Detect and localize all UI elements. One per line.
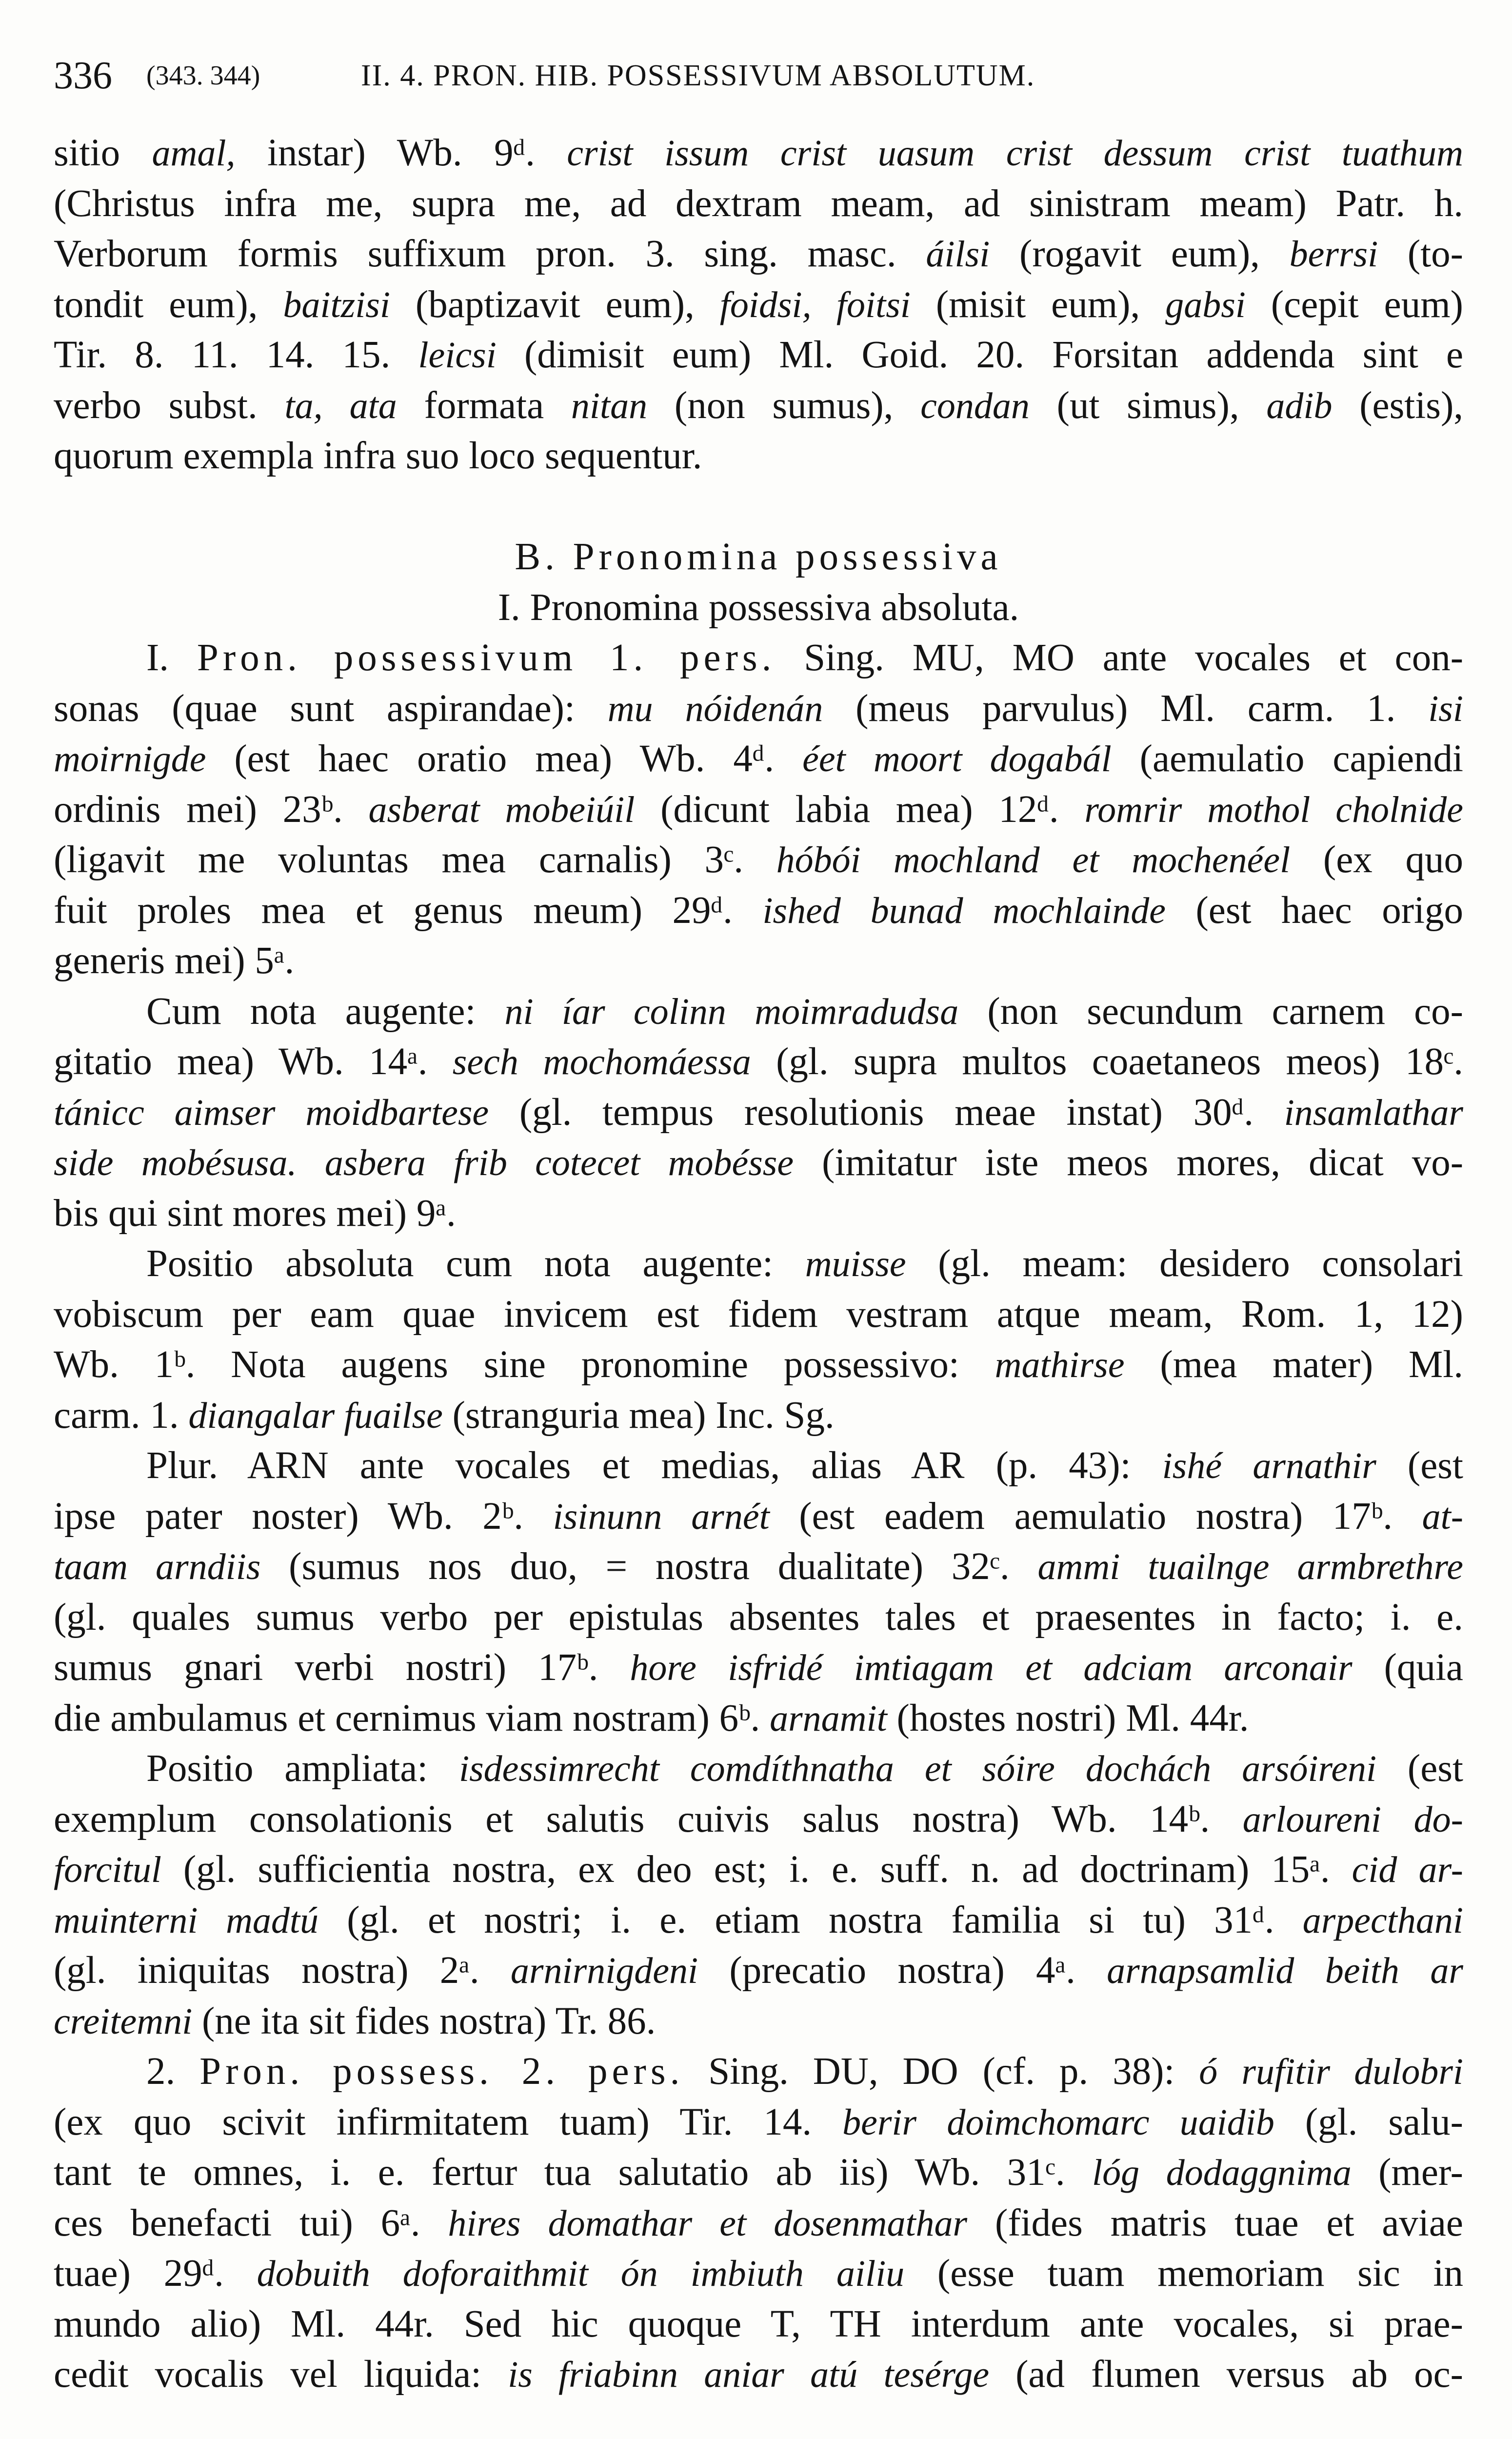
italic-citation: arnapsamlid beith ar (1107, 1950, 1463, 1991)
text-line (54, 2248, 1463, 2299)
text-segment: (cepit eum) (1245, 283, 1463, 326)
text-line (54, 1037, 1463, 1087)
text-segment: (imitatur iste meos mores, dicat vo- (794, 1141, 1464, 1184)
text-line (54, 179, 1463, 229)
italic-citation: creitemni (54, 2000, 193, 2042)
body-text (54, 128, 1463, 2400)
text-line (54, 1239, 1463, 1289)
text-line (54, 1188, 1463, 1239)
text-segment: (Christus infra me, supra me, ad dextram meam, ad sinistram meam) Patr. h. (54, 182, 1463, 225)
text-line (54, 835, 1463, 885)
italic-citation: áilsi (926, 234, 990, 275)
text-segment: Plur. ARN ante vocales et medias, alias AR (p. 43): (146, 1444, 1162, 1487)
italic-citation: baitzisi (283, 284, 390, 325)
italic-citation: ammi tuailnge armbrethre (1037, 1546, 1463, 1587)
text-segment: (stranguria mea) Inc. Sg. (442, 1394, 835, 1437)
text-segment: B. Pronomina possessiva (515, 536, 1002, 578)
italic-citation: sech mochomáessa (452, 1041, 751, 1082)
text-segment: ipse pater noster) Wb. 2ᵇ. (54, 1495, 553, 1538)
text-segment: Positio ampliata: (146, 1747, 459, 1790)
text-segment: (gl. sufficientia nostra, ex deo est; i. e. suff. n. ad doctrinam) 15ᵃ. (161, 1848, 1352, 1891)
text-line (54, 1289, 1463, 1340)
text-line (54, 1844, 1463, 1895)
italic-citation: hóbói mochland et mochenéel (776, 840, 1291, 880)
italic-citation: lóg dodaggnima (1092, 2152, 1352, 2193)
text-line (54, 1491, 1463, 1542)
text-segment: I. Pronomina possessiva absoluta. (497, 586, 1019, 629)
text-segment: (rogavit eum), (990, 233, 1290, 275)
italic-citation: nitan (571, 385, 648, 426)
text-segment: Sing. MU, MO ante vocales et con- (776, 637, 1464, 679)
text-segment: carm. 1. (54, 1394, 189, 1437)
text-line (54, 1592, 1463, 1643)
text-segment: Pron. possessivum 1. pers. (197, 637, 776, 679)
text-line (54, 1996, 1463, 2047)
text-line (54, 229, 1463, 280)
text-line (54, 2299, 1463, 2350)
text-line (54, 2198, 1463, 2249)
text-segment: Cum nota augente: (146, 990, 505, 1033)
text-segment: (aemulatio capiendi (1111, 738, 1463, 780)
italic-citation: éet moort dogabál (802, 739, 1112, 780)
text-line (54, 1339, 1463, 1390)
italic-citation: arnirnigdeni (510, 1950, 698, 1991)
text-segment: (ligavit me voluntas mea carnalis) 3ᶜ. (54, 839, 776, 881)
text-segment: I. (146, 637, 197, 679)
text-segment: ces benefacti tui) 6ᵃ. (54, 2201, 448, 2244)
text-segment: (misit eum), (910, 283, 1166, 326)
italic-citation: romrir mothol cholnide (1084, 789, 1463, 830)
text-segment: formata (397, 384, 571, 427)
italic-citation: ó rufitir dulobri (1199, 2051, 1464, 2092)
italic-citation: isdessimrecht comdíthnatha et sóire dochách arsóireni (458, 1748, 1377, 1789)
section-numbers: (343. 344) (146, 60, 260, 91)
text-line (54, 1743, 1463, 1794)
text-segment: (gl. quales sumus verbo per epistulas absentes tales et praesentes in facto; i. e. (54, 1596, 1463, 1639)
italic-citation: arpecthani (1302, 1899, 1464, 1941)
italic-citation: muinterni madtú (54, 1899, 319, 1941)
text-line (54, 532, 1463, 582)
italic-citation: hires domathar et dosenmathar (448, 2202, 968, 2244)
italic-citation: is friabinn aniar atú tesérge (508, 2354, 990, 2395)
text-segment: (mer- (1351, 2151, 1463, 2194)
text-line (54, 734, 1463, 784)
text-segment: Sing. DU, DO (cf. p. 38): (684, 2050, 1199, 2093)
italic-citation: condan (920, 385, 1030, 426)
text-segment: (non sumus), (647, 384, 921, 427)
text-segment: cedit vocalis vel liquida: (54, 2353, 508, 2396)
text-segment: generis mei) 5ᵃ. (54, 940, 295, 982)
italic-citation: berrsi (1289, 234, 1378, 275)
italic-citation: gabsi (1165, 284, 1246, 325)
italic-citation: isinunn arnét (553, 1496, 770, 1537)
italic-citation: berir doimchomarc uaidib (842, 2101, 1274, 2143)
text-segment: (precatio nostra) 4ᵃ. (698, 1949, 1107, 1992)
text-segment: instar) Wb. 9ᵈ. (235, 132, 567, 174)
text-segment: verbo subst. (54, 384, 285, 427)
italic-citation: ishé arnathir (1162, 1445, 1376, 1486)
italic-citation: asberat mobeiúil (368, 789, 635, 830)
text-segment: (est (1376, 1747, 1463, 1790)
text-segment: Pron. possess. 2. pers. (199, 2050, 684, 2093)
text-segment: (gl. et nostri; i. e. etiam nostra familia si tu) 31ᵈ. (318, 1899, 1303, 1941)
italic-citation: taam arndiis (54, 1546, 261, 1587)
running-title: II. 4. PRON. HIB. POSSESSIVUM ABSOLUTUM. (361, 59, 1035, 92)
text-line (54, 1138, 1463, 1188)
italic-citation: ni íar colinn moimradudsa (504, 991, 959, 1032)
text-segment: (baptizavit eum), (390, 283, 720, 326)
text-segment: (ut simus), (1029, 384, 1267, 427)
text-line (54, 1087, 1463, 1138)
text-segment: (esse tuam memoriam sic in (904, 2252, 1463, 2295)
italic-citation: moirnigde (54, 739, 206, 780)
text-line (54, 2046, 1463, 2097)
text-segment: 2. (146, 2050, 200, 2093)
text-line (54, 1693, 1463, 1744)
text-segment: tant te omnes, i. e. fertur tua salutatio ab iis) Wb. 31ᶜ. (54, 2151, 1092, 2194)
text-segment: die ambulamus et cernimus viam nostram) 6ᵇ. (54, 1697, 770, 1739)
text-segment: sonas (quae sunt aspirandae): (54, 687, 608, 730)
text-segment: (gl. meam: desidero consolari (906, 1242, 1463, 1285)
text-segment: Tir. 8. 11. 14. 15. (54, 334, 418, 376)
text-segment: (to- (1378, 233, 1463, 275)
blank-line (54, 481, 1463, 532)
italic-citation: insamlathar (1284, 1092, 1464, 1133)
italic-citation: ta, ata (284, 385, 397, 426)
text-segment: Positio absoluta cum nota augente: (146, 1242, 805, 1285)
text-line (54, 936, 1463, 986)
text-line (54, 784, 1463, 835)
text-segment: bis qui sint mores mei) 9ᵃ. (54, 1192, 456, 1235)
text-line (54, 431, 1463, 481)
text-segment: fuit proles mea et genus meum) 29ᵈ. (54, 889, 763, 932)
text-segment: gitatio mea) Wb. 14ᵃ. (54, 1040, 453, 1083)
italic-citation: adib (1266, 385, 1333, 426)
text-segment: exemplum consolationis et salutis cuivis salus nostra) Wb. 14ᵇ. (54, 1798, 1243, 1840)
text-segment: Verborum formis suffixum pron. 3. sing. masc. (54, 233, 926, 275)
text-line (54, 1541, 1463, 1592)
text-line (54, 633, 1463, 683)
text-segment: Wb. 1ᵇ. Nota augens sine pronomine possessivo: (54, 1343, 995, 1386)
text-line (54, 582, 1463, 633)
text-line (54, 683, 1463, 734)
text-segment: tuae) 29ᵈ. (54, 2252, 257, 2295)
text-segment: (est haec oratio mea) Wb. 4ᵈ. (206, 738, 803, 780)
text-segment: (non secundum carnem co- (958, 990, 1463, 1033)
text-segment: (meus parvulus) Ml. carm. 1. (823, 687, 1429, 730)
text-line (54, 1440, 1463, 1491)
text-line (54, 1794, 1463, 1845)
text-line (54, 885, 1463, 936)
text-segment: (gl. iniquitas nostra) 2ᵃ. (54, 1949, 511, 1992)
text-segment: quorum exempla infra suo loco sequentur. (54, 435, 702, 477)
text-segment: (quia (1352, 1646, 1464, 1689)
italic-citation: side mobésusa. asbera frib cotecet mobésse (54, 1142, 794, 1183)
text-line (54, 380, 1463, 431)
text-segment: tondit eum), (54, 283, 283, 326)
text-segment: (dicunt labia mea) 12ᵈ. (635, 788, 1085, 831)
text-segment: (ne ita sit fides nostra) Tr. 86. (192, 1999, 656, 2042)
italic-citation: mu nóidenán (607, 688, 823, 729)
italic-citation: ished bunad mochlainde (762, 890, 1166, 931)
text-line (54, 1642, 1463, 1693)
page-number: 336 (54, 54, 112, 97)
text-segment: ordinis mei) 23ᵇ. (54, 788, 369, 831)
italic-citation: dobuith doforaithmit ón imbiuth ailiu (257, 2253, 905, 2294)
italic-citation: hore isfridé imtiagam et adciam arconair (630, 1647, 1353, 1688)
italic-citation: crist issum crist uasum crist dessum crist tuathum (567, 133, 1463, 174)
text-segment: (gl. tempus resolutionis meae instat) 30ᵈ. (489, 1091, 1284, 1134)
text-segment: (dimisit eum) Ml. Goid. 20. Forsitan addenda sint e (496, 334, 1464, 376)
text-line (54, 2349, 1463, 2400)
text-line (54, 1945, 1463, 1996)
text-segment: (est haec origo (1165, 889, 1464, 932)
text-line (54, 2097, 1463, 2148)
italic-citation: cid ar- (1352, 1849, 1463, 1890)
text-segment: sumus gnari verbi nostri) 17ᵇ. (54, 1646, 630, 1689)
italic-citation: foidsi, foitsi (719, 284, 911, 325)
text-segment: vobiscum per eam quae invicem est fidem vestram atque meam, Rom. 1, 12) (54, 1293, 1463, 1336)
text-line (54, 986, 1463, 1037)
text-segment: (gl. salu- (1274, 2100, 1463, 2143)
italic-citation: amal, (152, 133, 236, 174)
text-line (54, 2147, 1463, 2198)
text-segment: sitio (54, 132, 152, 174)
text-segment: (fides matris tuae et aviae (967, 2201, 1463, 2244)
text-segment: (ex quo scivit infirmitatem tuam) Tir. 14. (54, 2100, 843, 2143)
italic-citation: tánicc aimser moidbartese (54, 1092, 489, 1133)
text-line (54, 1390, 1463, 1441)
italic-citation: forcitul (54, 1849, 161, 1890)
text-line (54, 330, 1463, 380)
italic-citation: muisse (805, 1243, 906, 1284)
italic-citation: at- (1422, 1496, 1464, 1537)
text-segment: (est (1376, 1444, 1463, 1487)
text-segment: (hostes nostri) Ml. 44r. (887, 1697, 1249, 1739)
text-line (54, 128, 1463, 179)
text-segment: mundo alio) Ml. 44r. Sed hic quoque T, TH interdum ante vocales, si prae- (54, 2302, 1463, 2345)
text-line (54, 1895, 1463, 1946)
text-segment: (sumus nos duo, = nostra dualitate) 32ᶜ. (260, 1545, 1038, 1588)
text-segment: (estis), (1332, 384, 1464, 427)
text-segment: (ad flumen versus ab oc- (989, 2353, 1463, 2396)
text-segment: (mea mater) Ml. (1124, 1343, 1463, 1386)
italic-citation: arloureni do- (1242, 1799, 1463, 1840)
text-segment: (est eadem aemulatio nostra) 17ᵇ. (769, 1495, 1422, 1538)
italic-citation: leicsi (418, 335, 497, 376)
text-segment: (gl. supra multos coaetaneos meos) 18ᶜ. (751, 1040, 1463, 1083)
text-line (54, 280, 1463, 330)
italic-citation: mathirse (995, 1344, 1125, 1385)
italic-citation: diangalar fuailse (188, 1395, 443, 1436)
italic-citation: isi (1428, 688, 1463, 729)
italic-citation: arnamit (770, 1698, 887, 1739)
text-segment: (ex quo (1290, 839, 1464, 881)
